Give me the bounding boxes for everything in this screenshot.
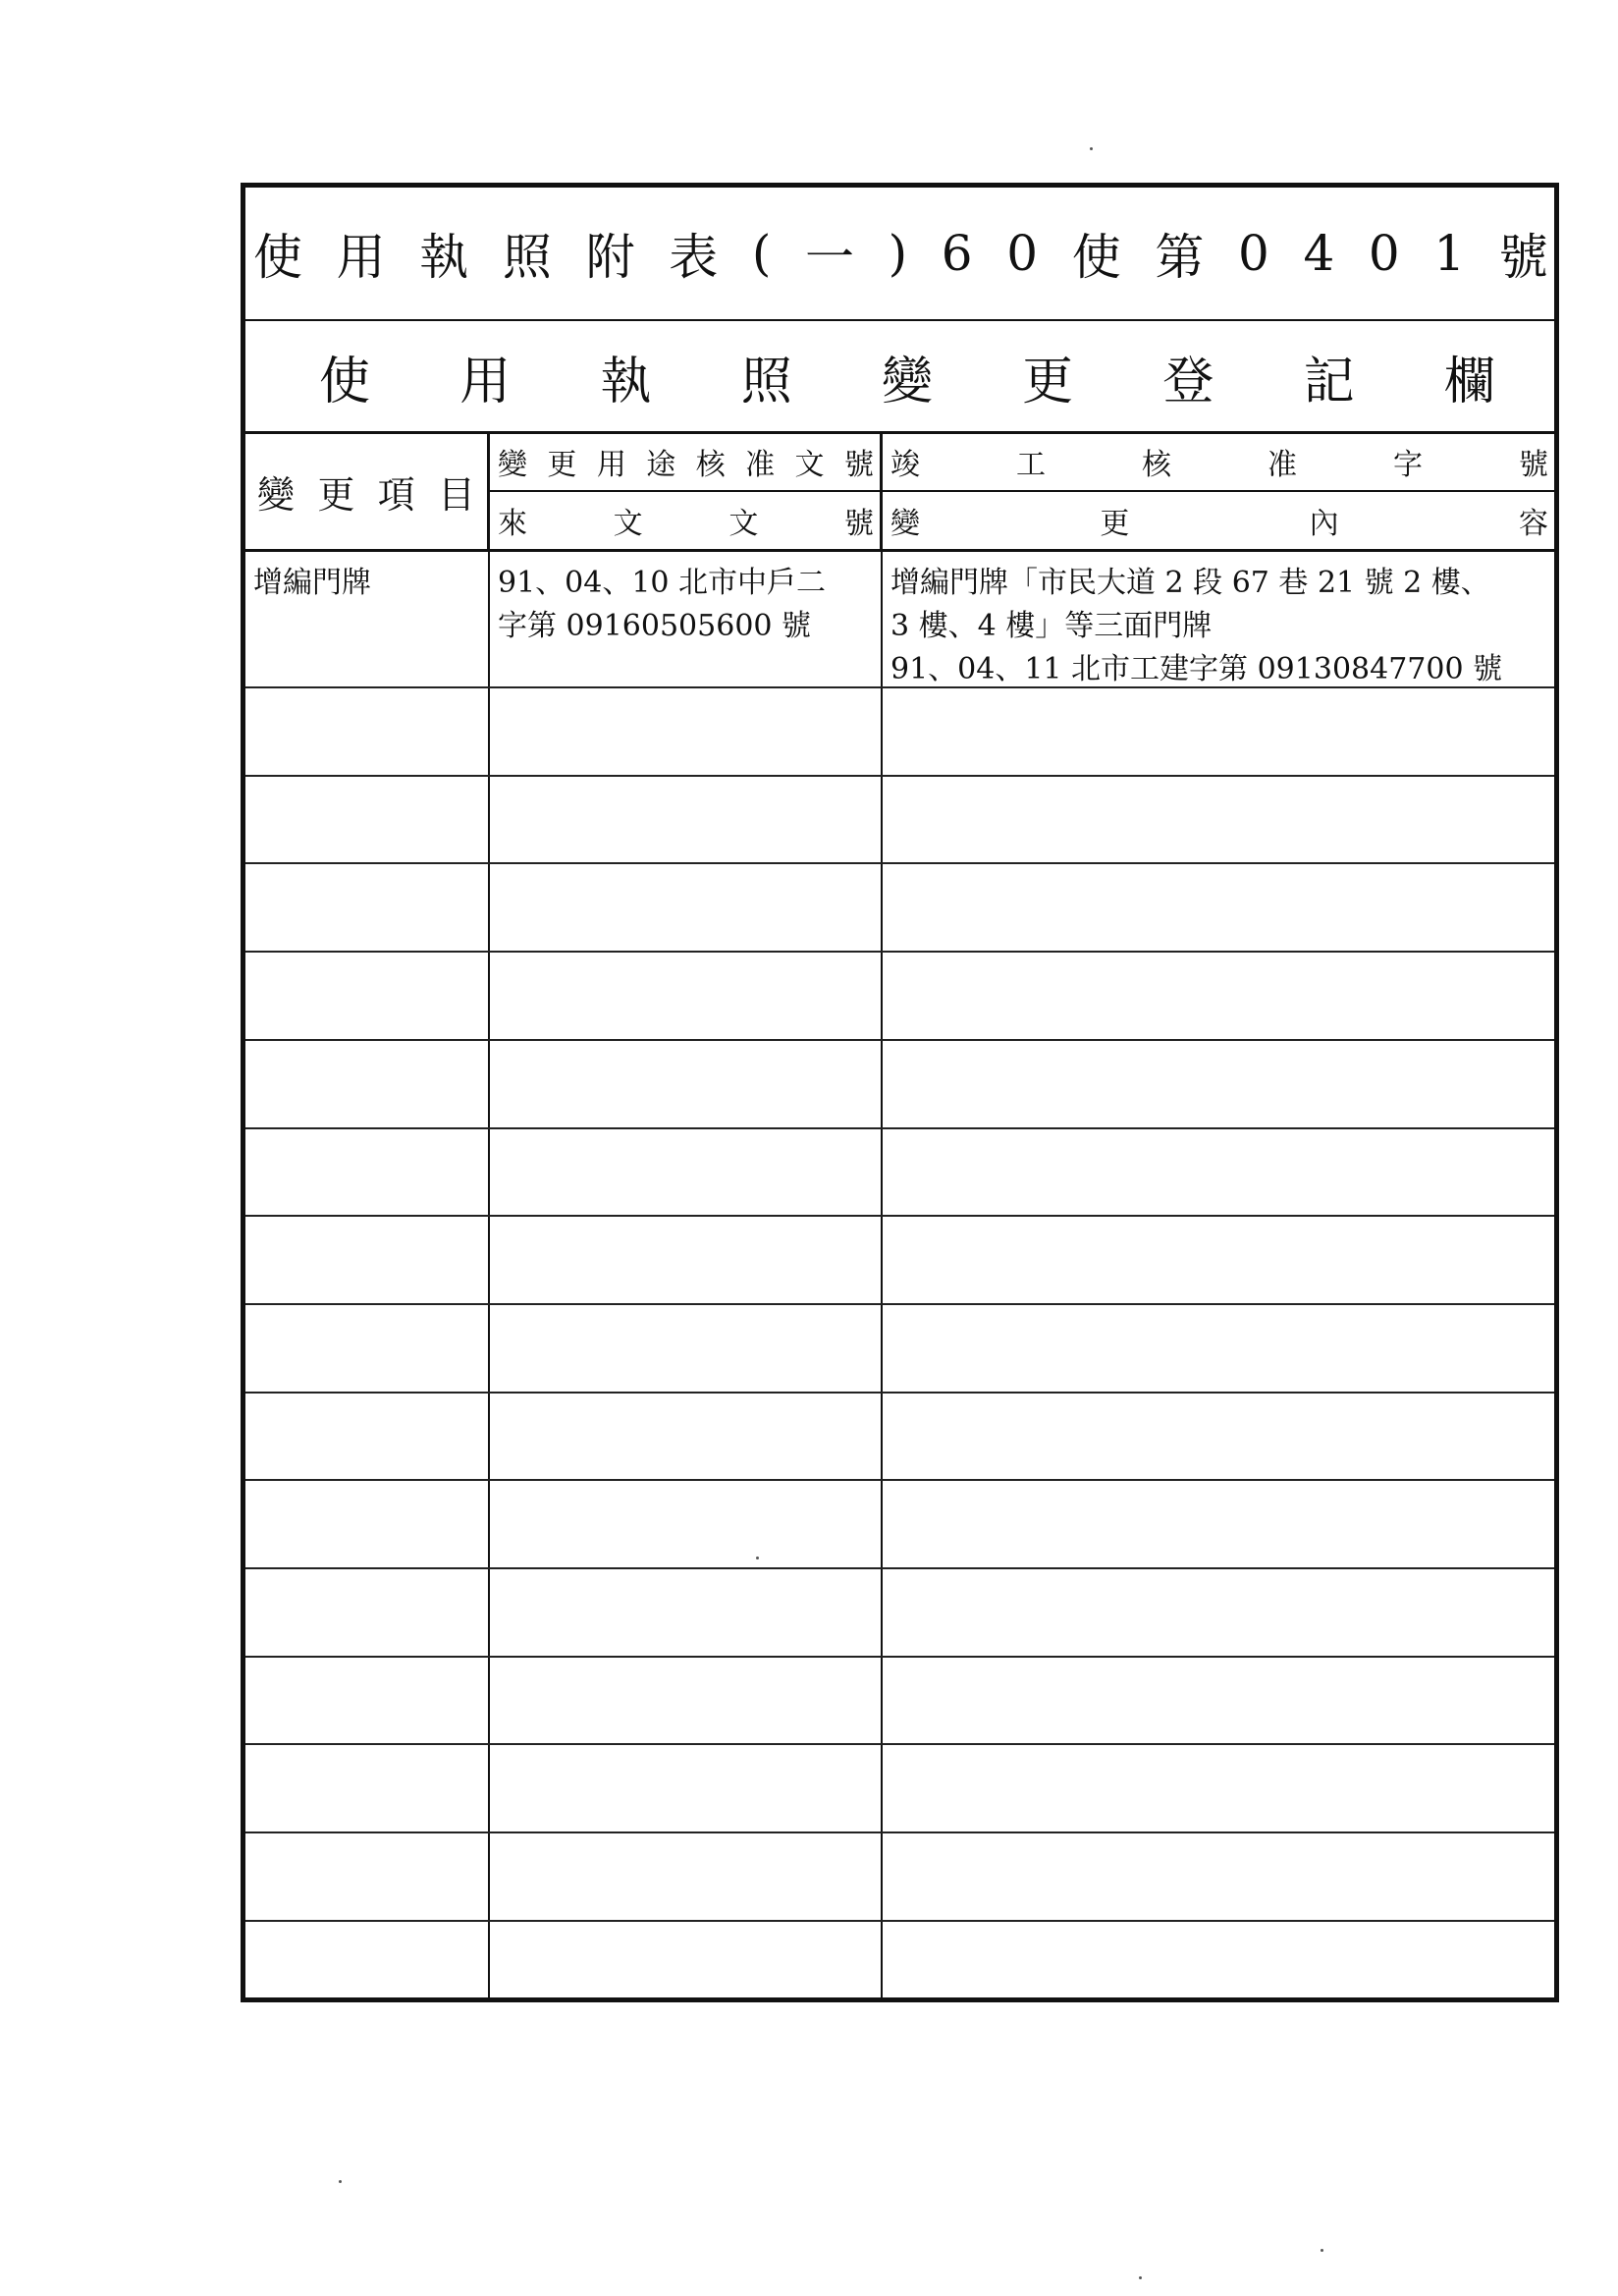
table-row-divider <box>245 1567 1554 1569</box>
heading-char: 欄 <box>1443 352 1495 411</box>
license-form-table <box>241 183 1559 2002</box>
heading-char: 變 <box>498 448 527 483</box>
heading-char: 文 <box>613 506 643 541</box>
heading-char: 執 <box>600 352 652 411</box>
heading-char: 登 <box>1162 352 1214 411</box>
header-document-number <box>490 434 883 552</box>
scan-speck <box>1090 147 1093 150</box>
heading-char: 變 <box>890 506 920 541</box>
heading-char: 4 <box>1303 225 1335 282</box>
heading-char: 變 <box>257 473 296 517</box>
column-change-item <box>245 552 490 1997</box>
scan-speck <box>756 1557 759 1559</box>
section-heading <box>319 321 1495 431</box>
heading-char: 照 <box>502 229 552 286</box>
heading-char: 一 <box>805 229 854 286</box>
column-change-content <box>883 552 1554 1997</box>
heading-char: 准 <box>745 448 776 483</box>
heading-char: 號 <box>1498 229 1548 286</box>
table-row-divider <box>245 1039 1554 1041</box>
table-row-divider <box>245 862 1554 864</box>
entry-doc-no: 91、04、10 北市中戶二 字第 09160505600 號 <box>498 566 827 643</box>
heading-char: 變 <box>881 352 933 411</box>
heading-char: 號 <box>1519 448 1548 483</box>
table-row-divider <box>245 775 1554 777</box>
header-approval-doc-no <box>490 434 880 492</box>
header-change-content <box>883 492 1554 550</box>
header-change-item <box>245 434 490 552</box>
scan-speck <box>1321 2249 1323 2252</box>
heading-char: 照 <box>740 352 792 411</box>
heading-char: 0 <box>1368 225 1400 282</box>
heading-char: 用 <box>336 229 386 286</box>
heading-char: 用 <box>459 352 512 411</box>
header-change-item-label <box>245 434 487 549</box>
heading-char: 更 <box>1022 352 1074 411</box>
heading-char: 准 <box>1267 448 1297 483</box>
entry-content: 增編門牌「市民大道 2 段 67 巷 21 號 2 樓、 3 樓、4 樓」等三面門牌 91、04、11 北市工建字第 09130847700 號 <box>890 566 1503 686</box>
header-completion-and-content <box>883 434 1554 552</box>
heading-char: 號 <box>843 448 874 483</box>
heading-char: 文 <box>728 506 759 541</box>
heading-char: 附 <box>585 229 635 286</box>
table-row-divider <box>245 1303 1554 1305</box>
heading-char: 來 <box>498 506 527 541</box>
heading-char: 文 <box>794 448 825 483</box>
header-completion-approval-no <box>883 434 1554 492</box>
table-row-divider <box>245 951 1554 953</box>
table-row-divider <box>245 686 1554 688</box>
heading-char: 記 <box>1303 352 1355 411</box>
heading-char: 核 <box>695 448 726 483</box>
scan-speck <box>339 2180 342 2183</box>
table-row-divider <box>245 1656 1554 1658</box>
heading-char: 1 <box>1433 225 1466 282</box>
heading-char: 0 <box>1006 225 1039 282</box>
table-row-divider <box>245 1743 1554 1745</box>
heading-char: 表 <box>669 229 719 286</box>
heading-char: 內 <box>1309 506 1339 541</box>
table-row-divider <box>245 1215 1554 1217</box>
heading-char: 竣 <box>890 448 920 483</box>
heading-char: 目 <box>437 473 475 517</box>
heading-char: 使 <box>1071 229 1121 286</box>
heading-char: 第 <box>1155 229 1205 286</box>
heading-char: 更 <box>547 448 577 483</box>
heading-char: 使 <box>319 352 371 411</box>
heading-char: 0 <box>1237 225 1269 282</box>
heading-char: 6 <box>941 225 973 282</box>
heading-char: ) <box>888 225 908 282</box>
scan-speck <box>1139 2276 1142 2279</box>
table-row-divider <box>245 1127 1554 1129</box>
entry-item: 增編門牌 <box>253 566 371 600</box>
heading-char: ( <box>751 225 772 282</box>
heading-char: 途 <box>646 448 676 483</box>
section-heading-row <box>245 321 1554 434</box>
heading-char: 項 <box>377 473 415 517</box>
heading-char: 號 <box>843 506 874 541</box>
form-title <box>253 188 1548 319</box>
heading-char: 用 <box>596 448 626 483</box>
heading-char: 容 <box>1518 506 1548 541</box>
heading-char: 字 <box>1393 448 1423 483</box>
heading-char: 更 <box>1100 506 1130 541</box>
heading-char: 使 <box>253 229 302 286</box>
heading-char: 更 <box>317 473 355 517</box>
table-row-divider <box>245 1392 1554 1394</box>
heading-char: 工 <box>1016 448 1046 483</box>
table-row-divider <box>245 1831 1554 1833</box>
heading-char: 執 <box>419 229 469 286</box>
table-row-divider <box>245 1479 1554 1481</box>
form-title-row <box>245 188 1554 321</box>
heading-char: 核 <box>1142 448 1171 483</box>
header-incoming-doc-no <box>490 492 880 550</box>
column-document-number <box>490 552 883 1997</box>
table-row-divider <box>245 1920 1554 1922</box>
